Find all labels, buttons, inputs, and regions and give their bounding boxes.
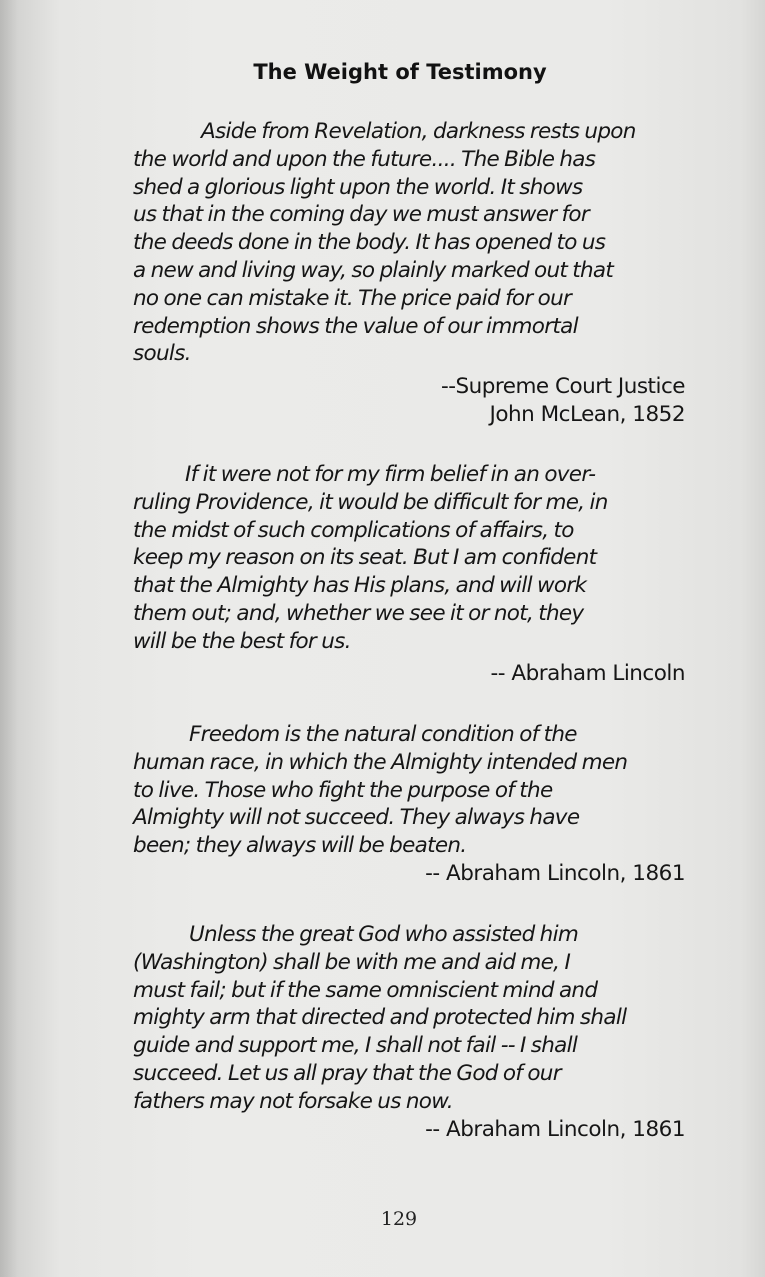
quote-line: souls. [133,341,191,367]
quote-line: the midst of such complications of affairs, to [133,517,574,543]
quote-line: (Washington) shall be with me and aid me, I [133,949,571,975]
attribution-mclean [441,373,685,429]
quote-line: fathers may not forsake us now. [133,1088,453,1114]
quote-line: Freedom is the natural condition of the [189,722,577,747]
quote-line: guide and support me, I shall not fail -- I shall [133,1033,578,1059]
quote-line: that the Almighty has His plans, and will work [133,573,587,599]
quote-line: Almighty will not succeed. They always have [133,805,580,831]
quote-line: a new and living way, so plainly marked out that [133,257,614,283]
quote-line: redemption shows the value of our immortal [133,313,578,339]
quote-lincoln-freedom [133,721,688,860]
quote-line: us that in the coming day we must answer for [133,202,590,228]
quote-line: human race, in which the Almighty intended men [133,749,628,775]
quote-line: succeed. Let us all pray that the God of our [133,1060,561,1086]
attribution-line: -- Abraham Lincoln, 1861 [425,1117,685,1142]
quote-line: If it were not for my firm belief in an over- [185,462,596,487]
page-number: 129 [380,1208,418,1230]
attribution-lincoln-freedom [425,860,685,888]
quote-line: them out; and, whether we see it or not, they [133,600,584,626]
attribution-line: -- Abraham Lincoln, 1861 [425,861,685,886]
attribution-lincoln-washington [425,1116,685,1144]
attribution-lincoln-providence [491,660,685,688]
quote-line: ruling Providence, it would be difficult for me, in [133,489,608,515]
page-title: The Weight of Testimony [253,60,547,84]
attribution-line: -- Abraham Lincoln [490,661,685,686]
attribution-line: --Supreme Court Justice [440,374,685,399]
quote-line: been; they always will be beaten. [133,833,467,859]
quote-mclean [133,118,688,368]
quote-line: shed a glorious light upon the world. It shows [133,174,583,200]
quote-lincoln-providence [133,461,688,656]
quote-line: keep my reason on its seat. But I am confident [133,545,597,571]
quote-line: the deeds done in the body. It has opened to us [133,230,606,256]
quote-line: must fail; but if the same omniscient mind and [133,977,598,1003]
quote-lincoln-washington [133,921,688,1116]
quote-line: Aside from Revelation, darkness rests upon [201,119,636,144]
quote-line: no one can mistake it. The price paid for our [133,285,572,311]
quote-line: Unless the great God who assisted him [189,922,579,947]
quote-line: the world and upon the future.... The Bible has [133,146,596,172]
quote-line: to live. Those who fight the purpose of the [133,777,553,803]
quote-line: will be the best for us. [133,628,351,654]
attribution-line: John McLean, 1852 [489,402,685,427]
quote-line: mighty arm that directed and protected him shall [133,1005,627,1031]
